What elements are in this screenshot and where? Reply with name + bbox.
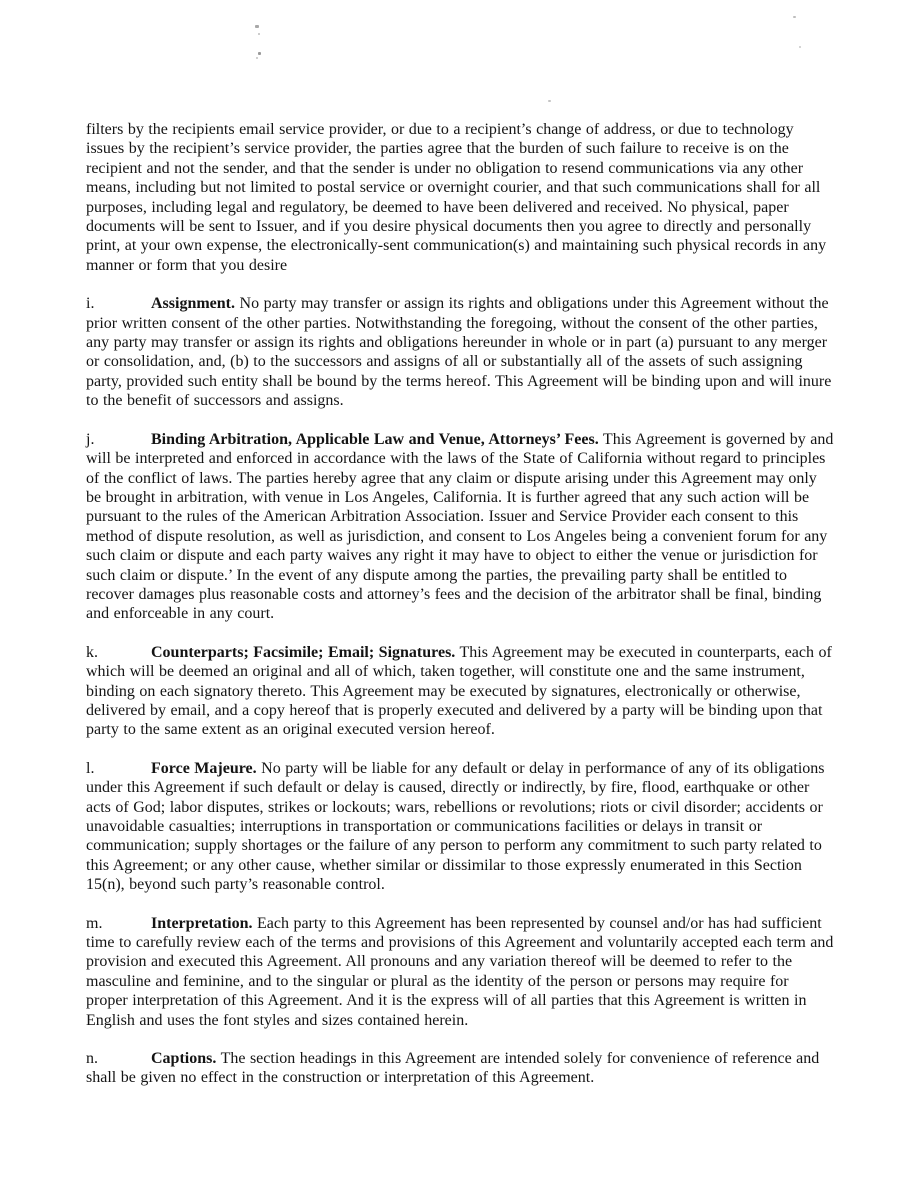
section-label: n. — [86, 1050, 98, 1068]
scan-speck — [548, 100, 551, 102]
scan-speck — [258, 52, 261, 55]
section-paragraph-n — [86, 1049, 834, 1088]
section-body: Each party to this Agreement has been represented by counsel and/or has had sufficient time to carefully review each of the terms and provisions of this Agreement and voluntarily accepted each term and provision and executed this Agreement. All pronouns and any variation thereof will be deemed to refer to the masculine and feminine, and to the singular or plural as the identity of the person or persons may require for proper interpretation of this Agreement. And it is the express will of all parties that this Agreement is written in English and uses the font styles and sizes contained herein. — [86, 914, 834, 1029]
section-body: This Agreement may be executed in counterparts, each of which will be deemed an original and all of which, taken together, will constitute one and the same instrument, binding on each signatory thereto. This Agreement may be executed by signatures, electronically or otherwise, delivered by email, and a copy hereof that is properly executed and delivered by a party will be binding upon that party to the same extent as an original executed version hereof. — [86, 643, 832, 739]
intro-paragraph: filters by the recipients email service provider, or due to a recipient’s change of address, or due to technology issues by the recipient’s service provider, the parties agree that the burden of such failure to receive is on the recipient and not the sender, and that the sender is under no obligation to resend communications via any other means, including but not limited to postal service or overnight courier, and that such communications shall for all purposes, including legal and regulatory, be deemed to have been delivered and received. No physical, paper documents will be sent to Issuer, and if you desire physical documents then you agree to directly and personally print, at your own expense, the electronically-sent communication(s) and maintaining such physical records in any manner or form that you desire — [86, 121, 827, 274]
section-paragraph-j — [86, 430, 834, 624]
section-paragraph-i — [86, 294, 834, 410]
section-heading: Assignment. — [151, 295, 236, 313]
scan-speck — [799, 46, 801, 48]
section-label: j. — [86, 430, 95, 448]
section-paragraph-m — [86, 914, 834, 1030]
scan-speck — [258, 33, 260, 35]
section-label: l. — [86, 759, 95, 777]
scan-speck — [255, 25, 259, 28]
section-heading: Binding Arbitration, Applicable Law and Venue, Attorneys’ Fees. — [151, 430, 599, 448]
scan-speck — [793, 16, 796, 18]
section-heading: Captions. — [151, 1050, 217, 1068]
section-label: i. — [86, 295, 95, 313]
section-heading: Interpretation. — [151, 914, 253, 932]
document-text-block — [86, 120, 834, 1107]
section-body: No party will be liable for any default or delay in performance of any of its obligations under this Agreement if such default or delay is caused, directly or indirectly, by fire, flood, earthquake or other acts of God; labor disputes, strikes or lockouts; wars, rebellions or revolutions; riots or civil disorder; accidents or unavoidable casualties; interruptions in transportation or communications facilities or delays in transit or communication; supply shortages or the failure of any person to perform any commitment to such party related to this Agreement; or any other cause, whether similar or dissimilar to those expressly enumerated in this Section 15(n), beyond such party’s reasonable control. — [86, 759, 825, 894]
section-body: The section headings in this Agreement are intended solely for convenience of reference and shall be given no effect in the construction or interpretation of this Agreement. — [86, 1050, 820, 1087]
section-label: k. — [86, 643, 98, 661]
section-heading: Counterparts; Facsimile; Email; Signatures. — [151, 643, 456, 661]
section-body: No party may transfer or assign its rights and obligations under this Agreement without the prior written consent of the other parties. Notwithstanding the foregoing, without the consent of the other parties, any party may transfer or assign its rights and obligations hereunder in whole or in part (a) pursuant to any merger or consolidation, and, (b) to the successors and assigns of all or substantially all of the assets of such assigning party, provided such entity shall be bound by the terms hereof. This Agreement will be binding upon and will inure to the benefit of successors and assigns. — [86, 295, 832, 410]
section-heading: Force Majeure. — [151, 759, 257, 777]
section-body: This Agreement is governed by and will be interpreted and enforced in accordance with the laws of the State of California without regard to principles of the conflict of laws. The parties hereby agree that any claim or dispute arising under this Agreement may only be brought in arbitration, with venue in Los Angeles, California. It is further agreed that any such action will be pursuant to the rules of the American Arbitration Association. Issuer and Service Provider each consent to this method of dispute resolution, as well as jurisdiction, and consent to Los Angeles being a convenient forum for any such claim or dispute and each party waives any right it may have to object to either the venue or jurisdiction for such claim or dispute.’ In the event of any dispute among the parties, the prevailing party shall be entitled to recover damages plus reasonable costs and attorney’s fees and the decision of the arbitrator shall be final, binding and enforceable in any court. — [86, 430, 834, 623]
scan-speck — [256, 57, 258, 59]
section-label: m. — [86, 914, 103, 932]
section-paragraph-l — [86, 759, 834, 895]
section-paragraph-k — [86, 643, 834, 740]
